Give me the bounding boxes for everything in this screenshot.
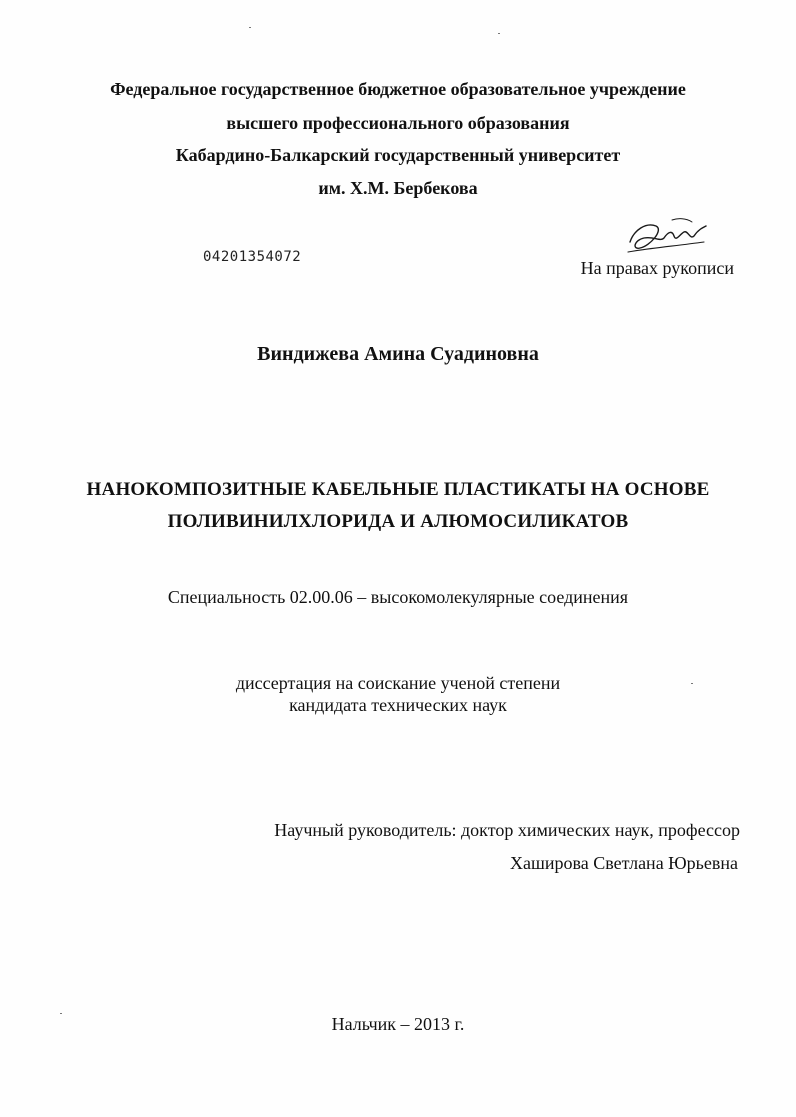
institution-line-1: Федеральное государственное бюджетное образовательное учреждение	[110, 79, 686, 99]
author-name: Виндижева Амина Суадиновна	[257, 343, 539, 365]
scan-speck	[498, 33, 500, 34]
document-code: 04201354072	[203, 249, 302, 265]
signature-icon	[620, 212, 710, 260]
institution-line-2: высшего профессионального образования	[226, 113, 570, 133]
manuscript-rights: На правах рукописи	[580, 258, 734, 278]
place-and-year: Нальчик – 2013 г.	[331, 1014, 465, 1034]
degree-line-2: кандидата технических наук	[289, 695, 507, 715]
supervisor-role: Научный руководитель: доктор химических наук, профессор	[274, 820, 740, 840]
supervisor-name: Хаширова Светлана Юрьевна	[510, 853, 738, 873]
institution-line-4: им. Х.М. Бербекова	[318, 178, 478, 198]
scan-speck	[249, 27, 251, 28]
title-line-2: ПОЛИВИНИЛХЛОРИДА И АЛЮМОСИЛИКАТОВ	[167, 511, 629, 532]
title-line-1: НАНОКОМПОЗИТНЫЕ КАБЕЛЬНЫЕ ПЛАСТИКАТЫ НА ОСНОВЕ	[86, 479, 710, 500]
institution-line-3: Кабардино-Балкарский государственный университет	[175, 145, 621, 165]
degree-line-1: диссертация на соискание ученой степени	[235, 673, 561, 693]
specialty: Специальность 02.00.06 – высокомолекулярные соединения	[167, 587, 629, 607]
